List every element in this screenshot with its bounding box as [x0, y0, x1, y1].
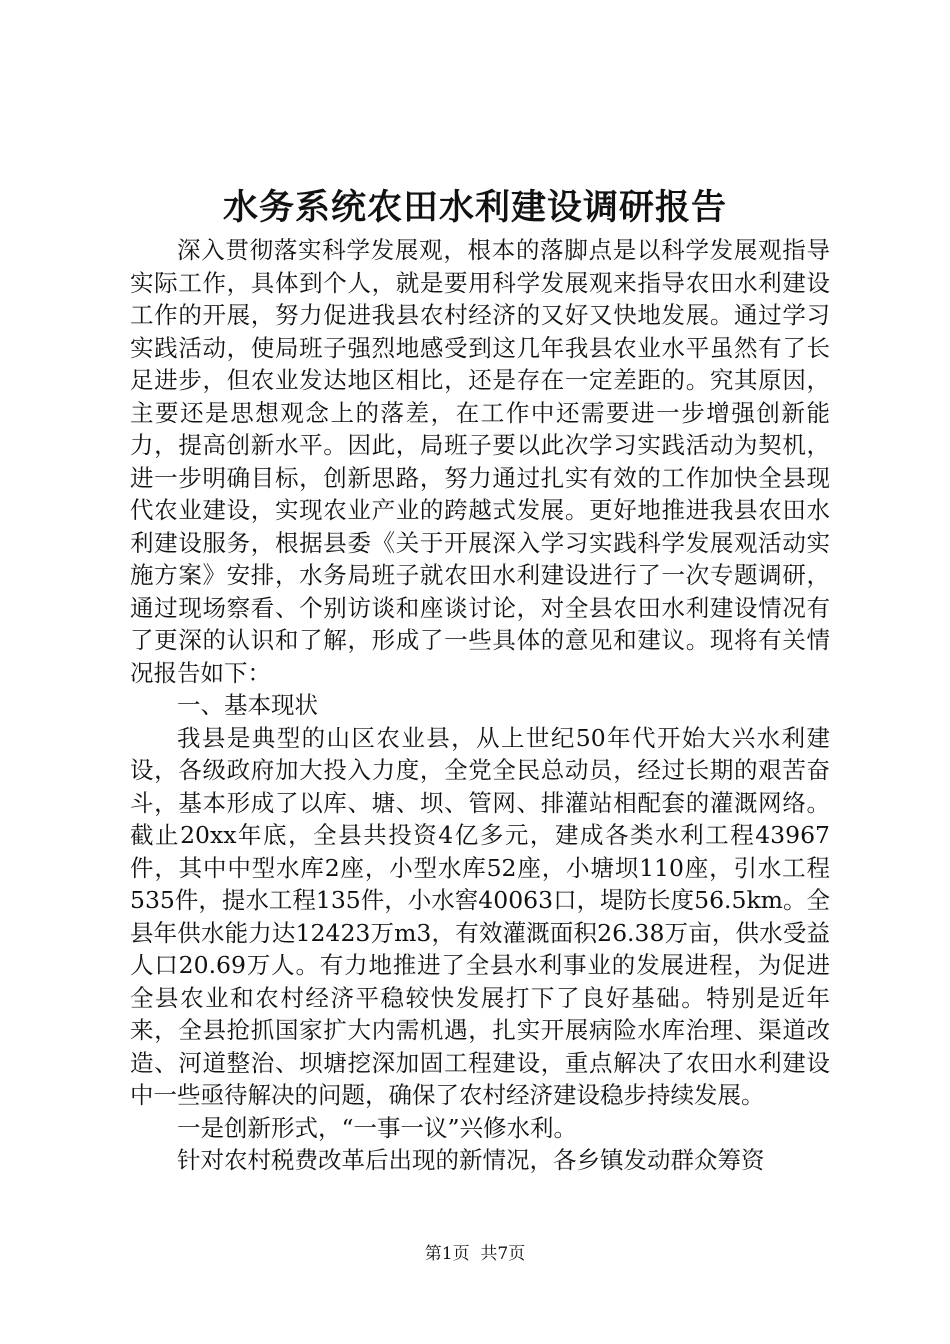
document-title: 水务系统农田水利建设调研报告 — [222, 187, 727, 228]
document-body — [130, 234, 830, 1177]
footer-spacer — [470, 1244, 481, 1264]
intro-paragraph: 深入贯彻落实科学发展观，根本的落脚点是以科学发展观指导实际工作，具体到个人，就是要用科学发展观来指导农田水利建设工作的开展，努力促进我县农村经济的又好又快地发展。通过学习实践活动，使局班子强烈地感受到这几年我县农业水平虽然有了长足进步，但农业发达地区相比，还是存在一定差距的。究其原因，主要还是思想观念上的落差，在工作中还需要进一步增强创新能力，提高创新水平。因此，局班子要以此次学习实践活动为契机，进一步明确目标，创新思路，努力通过扎实有效的工作加快全县现代农业建设，实现农业产业的跨越式发展。更好地推进我县农田水利建设服务，根据县委《关于开展深入学习实践科学发展观活动实施方案》安排，水务局班子就农田水利建设进行了一次专题调研，通过现场察看、个别访谈和座谈讨论，对全县农田水利建设情况有了更深的认识和了解，形成了一些具体的意见和建议。现将有关情况报告如下： — [130, 236, 830, 687]
page-total: 共7页 — [480, 1244, 526, 1264]
subheading-innovation: 一是创新形式，“一事一议”兴修水利。 — [177, 1113, 578, 1142]
page-footer — [0, 1242, 950, 1266]
innovation-paragraph: 针对农村税费改革后出现的新情况，各乡镇发动群众筹资 — [177, 1146, 765, 1174]
section-heading-basic-status: 一、基本现状 — [177, 691, 318, 719]
basic-status-paragraph: 我县是典型的山区农业县，从上世纪50年代开始大兴水利建设，各级政府加大投入力度，全党全民总动员，经过长期的艰苦奋斗，基本形成了以库、塘、坝、管网、排灌站相配套的灌溉网络。截止20xx年底，全县共投资4亿多元，建成各类水利工程43967件，其中中型水库2座，小型水库52座，小塘坝110座，引水工程535件，提水工程135件，小水窖40063口，堤防长度56.5km。全县年供水能力达12423万m3，有效灌溉面积26.38万亩，供水受益人口20.69万人。有力地推进了全县水利事业的发展进程，为促进全县农业和农村经济平稳较快发展打下了良好基础。特别是近年来，全县抢抓国家扩大内需机遇，扎实开展病险水库治理、渠道改造、河道整治、坝塘挖深加固工程建设，重点解决了农田水利建设中一些亟待解决的问题，确保了农村经济建设稳步持续发展。 — [130, 723, 830, 1109]
page-number: 第1页 — [424, 1244, 470, 1264]
